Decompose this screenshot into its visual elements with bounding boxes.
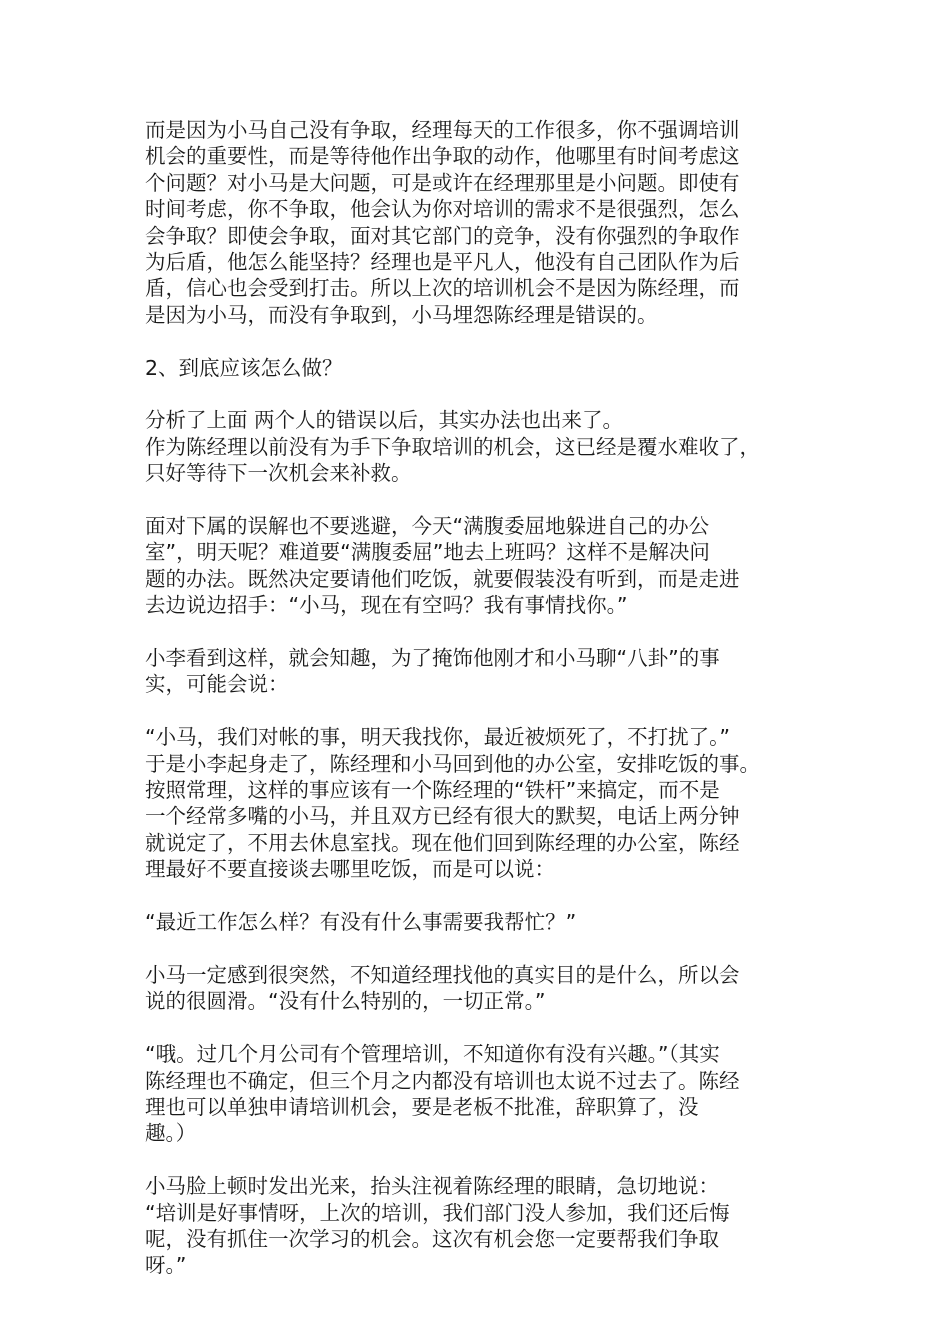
text-line: 陈经理也不确定，但三个月之内都没有培训也太说不过去了。陈经 [145, 1068, 740, 1093]
text-line: 就说定了，不用去休息室找。现在他们回到陈经理的办公室，陈经 [145, 830, 740, 855]
text-line: 作为陈经理以前没有为手下争取培训的机会，这已经是覆水难收了， [145, 434, 760, 459]
text-line: “培训是好事情呀，上次的培训，我们部门没人参加，我们还后悔 [145, 1200, 730, 1225]
text-line: 机会的重要性，而是等待他作出争取的动作，他哪里有时间考虑这 [145, 144, 740, 169]
text-line: 时间考虑，你不争取，他会认为你对培训的需求不是很强烈，怎么 [145, 197, 740, 222]
text-line: 会争取？即使会争取，面对其它部门的竞争，没有你强烈的争取作 [145, 223, 740, 248]
text-line: 呢，没有抓住一次学习的机会。这次有机会您一定要帮我们争取 [145, 1226, 719, 1251]
paragraph [145, 645, 810, 698]
text-line: 分析了上面 两个人的错误以后，其实办法也出来了。 [145, 408, 624, 433]
text-line: “哦。过几个月公司有个管理培训，不知道你有没有兴趣。”（其实 [145, 1042, 720, 1067]
text-line: “最近工作怎么样？有没有什么事需要我帮忙？” [145, 910, 577, 935]
text-line: 小李看到这样，就会知趣，为了掩饰他刚才和小马聊“八卦”的事 [145, 646, 720, 671]
paragraph [145, 962, 810, 1015]
text-line: 是因为小马，而没有争取到，小马埋怨陈经理是错误的。 [145, 302, 658, 327]
text-line: 题的办法。既然决定要请他们吃饭，就要假装没有听到，而是走进 [145, 566, 740, 591]
text-line: 一个经常多嘴的小马，并且双方已经有很大的默契，电话上两分钟 [145, 804, 740, 829]
text-line: 趣。） [145, 1121, 197, 1146]
paragraph [145, 1173, 810, 1279]
document-page [145, 117, 810, 1305]
text-line: 只好等待下一次机会来补救。 [145, 461, 412, 486]
paragraph [145, 355, 810, 381]
text-line: 呀。” [145, 1253, 187, 1278]
text-line: 理也可以单独申请培训机会，要是老板不批准，辞职算了，没 [145, 1094, 699, 1119]
text-line: 去边说边招手：“小马，现在有空吗？我有事情找你。” [145, 593, 628, 618]
paragraph [145, 407, 810, 486]
text-line: 而是因为小马自己没有争取，经理每天的工作很多，你不强调培训 [145, 118, 740, 142]
paragraph [145, 513, 810, 619]
text-line: 理最好不要直接谈去哪里吃饭，而是可以说： [145, 857, 555, 882]
text-line: 小马脸上顿时发出光来，抬头注视着陈经理的眼睛，急切地说： [145, 1174, 719, 1199]
text-line: 实，可能会说： [145, 672, 289, 697]
paragraph [145, 1041, 810, 1147]
text-line: 于是小李起身走了，陈经理和小马回到他的办公室，安排吃饭的事。 [145, 751, 760, 776]
text-line: 2、到底应该怎么做？ [145, 355, 343, 380]
paragraph [145, 909, 810, 935]
text-line: 个问题？对小马是大问题，可是或许在经理那里是小问题。即使有 [145, 170, 740, 195]
text-line: 面对下属的误解也不要逃避，今天“满腹委屈地躲进自己的办公 [145, 514, 710, 539]
text-line: “小马，我们对帐的事，明天我找你，最近被烦死了，不打扰了。” [145, 725, 730, 750]
paragraph [145, 724, 810, 882]
text-line: 为后盾，他怎么能坚持？经理也是平凡人，他没有自己团队作为后 [145, 250, 740, 275]
paragraph [145, 117, 810, 328]
text-line: 小马一定感到很突然，不知道经理找他的真实目的是什么，所以会 [145, 962, 740, 987]
text-line: 按照常理，这样的事应该有一个陈经理的“铁杆”来搞定，而不是 [145, 778, 720, 803]
text-line: 室”，明天呢？难道要“满腹委屈”地去上班吗？这样不是解决问 [145, 540, 710, 565]
text-line: 盾，信心也会受到打击。所以上次的培训机会不是因为陈经理，而 [145, 276, 740, 301]
text-line: 说的很圆滑。“没有什么特别的，一切正常。” [145, 989, 546, 1014]
